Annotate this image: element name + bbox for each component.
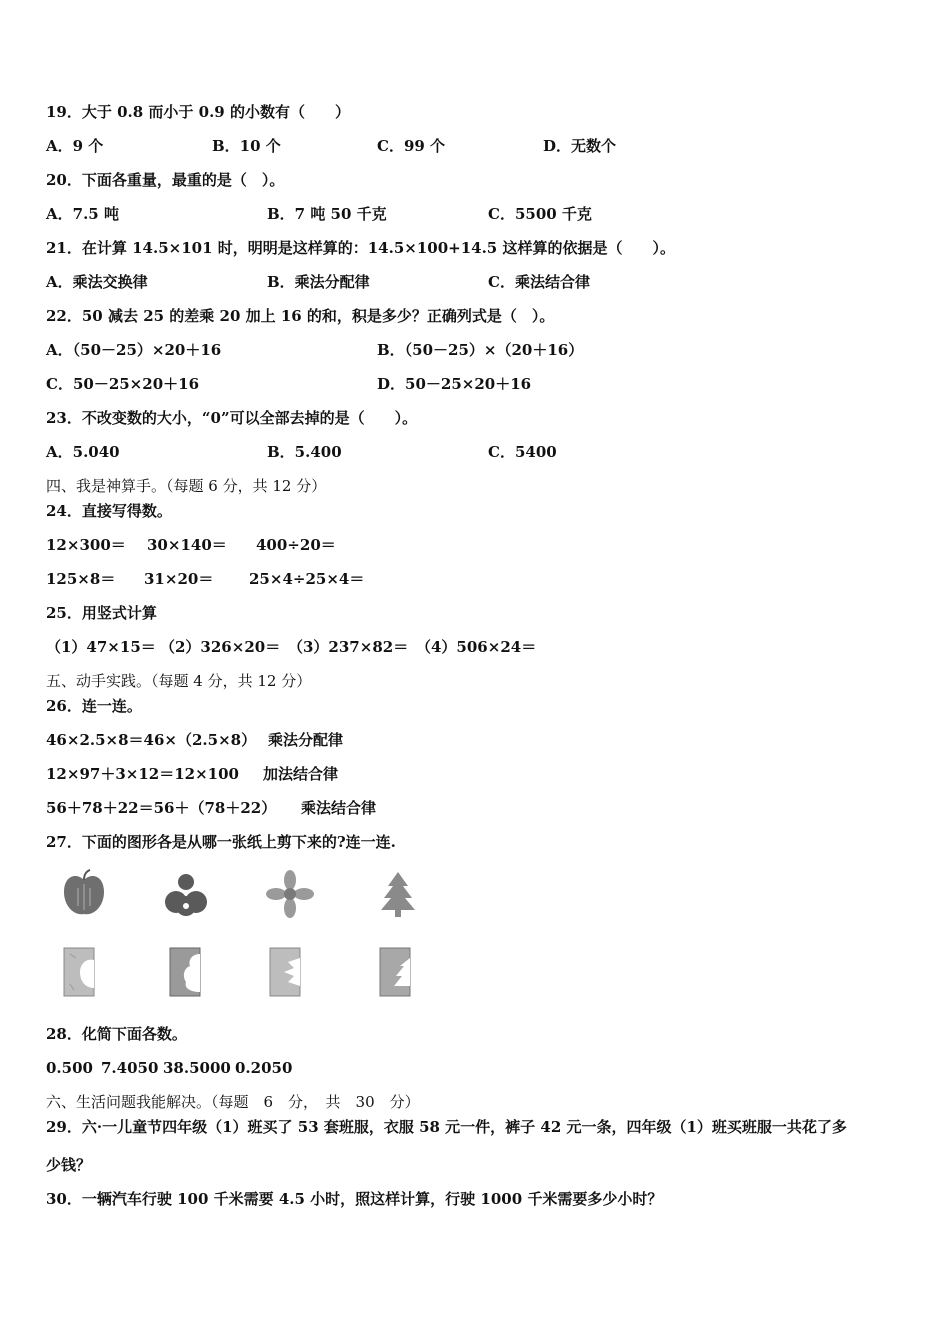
question-20-option-b[interactable]: B．7 吨 50 千克 [267, 205, 387, 223]
question-23-option-b[interactable]: B．5.400 [267, 443, 342, 461]
question-22-stem: 22．50 减去 25 的差乘 20 加上 16 的和，积是多少？正确列式是（ ）。 [46, 307, 555, 325]
question-19-stem: 19．大于 0.8 而小于 0.9 的小数有（ ） [46, 103, 350, 121]
q25-item-3: （3）237×82＝ [288, 638, 409, 656]
q28-number-3: 38.5000 [163, 1059, 231, 1077]
q26-right-1[interactable]: 乘法分配律 [268, 731, 344, 749]
section-6-title: 六、生活问题我能解决。（每题 6 分， 共 30 分） [46, 1093, 420, 1111]
q24-row1-item1: 12×300＝ [46, 536, 126, 554]
question-23-stem: 23．不改变数的大小，“0”可以全部去掉的是（ ）。 [46, 409, 418, 427]
flower-cutout-icon[interactable] [262, 866, 318, 922]
question-20-stem: 20．下面各重量，最重的是（ ）。 [46, 171, 285, 189]
q26-right-3[interactable]: 乘法结合律 [301, 799, 377, 817]
gourd-cutout-icon[interactable] [158, 866, 214, 922]
question-21-option-c[interactable]: C．乘法结合律 [488, 273, 590, 291]
q25-item-4: （4）506×24＝ [416, 638, 537, 656]
q28-number-2: 7.4050 [101, 1059, 159, 1077]
q28-number-4: 0.2050 [235, 1059, 293, 1077]
question-19-option-a[interactable]: A．9 个 [46, 137, 104, 155]
question-19-option-b[interactable]: B．10 个 [212, 137, 281, 155]
q25-item-1: （1）47×15＝ [46, 638, 156, 656]
paper-half-flower-icon[interactable] [262, 944, 318, 1000]
tree-cutout-icon[interactable] [370, 866, 426, 922]
q24-row2-item3: 25×4÷25×4＝ [249, 570, 365, 588]
question-24-stem: 24．直接写得数。 [46, 502, 172, 520]
question-19-option-c[interactable]: C．99 个 [377, 137, 446, 155]
q24-row1-item3: 400÷20＝ [256, 536, 336, 554]
q28-number-1: 0.500 [46, 1059, 93, 1077]
question-27-stem: 27．下面的图形各是从哪一张纸上剪下来的?连一连. [46, 833, 396, 851]
q24-row1-item2: 30×140＝ [147, 536, 227, 554]
question-22-option-a[interactable]: A．（50－25）×20＋16 [46, 341, 222, 359]
q24-row2-item1: 125×8＝ [46, 570, 116, 588]
paper-half-tree-icon[interactable] [370, 944, 426, 1000]
question-21-stem: 21．在计算 14.5×101 时，明明是这样算的：14.5×100+14.5 这样算的依据是（ ）。 [46, 239, 675, 257]
section-4-title: 四、我是神算手。（每题 6 分，共 12 分） [46, 477, 327, 495]
question-25-stem: 25．用竖式计算 [46, 604, 157, 622]
q26-left-1[interactable]: 46×2.5×8＝46×（2.5×8） [46, 731, 257, 749]
question-20-option-c[interactable]: C．5500 千克 [488, 205, 592, 223]
question-28-stem: 28．化简下面各数。 [46, 1025, 187, 1043]
question-30-stem: 30．一辆汽车行驶 100 千米需要 4.5 小时，照这样计算，行驶 1000 千米需要多少小时？ [46, 1190, 663, 1208]
q24-row2-item2: 31×20＝ [144, 570, 214, 588]
question-29-line-2: 少钱？ [46, 1156, 92, 1174]
question-22-option-b[interactable]: B．（50－25）×（20＋16） [377, 341, 584, 359]
q26-left-3[interactable]: 56＋78＋22＝56＋（78＋22） [46, 799, 277, 817]
apple-cutout-icon[interactable] [56, 866, 112, 922]
question-23-option-a[interactable]: A．5.040 [46, 443, 120, 461]
question-22-option-d[interactable]: D．50－25×20＋16 [377, 375, 532, 393]
question-21-option-a[interactable]: A．乘法交换律 [46, 273, 148, 291]
q26-left-2[interactable]: 12×97＋3×12＝12×100 [46, 765, 239, 783]
paper-half-apple-icon[interactable] [58, 944, 114, 1000]
question-22-option-c[interactable]: C．50－25×20＋16 [46, 375, 200, 393]
section-5-title: 五、动手实践。（每题 4 分，共 12 分） [46, 672, 312, 690]
paper-half-gourd-icon[interactable] [160, 944, 216, 1000]
question-20-option-a[interactable]: A．7.5 吨 [46, 205, 119, 223]
question-29-line-1: 29．六·一儿童节四年级（1）班买了 53 套班服，衣服 58 元一件，裤子 42 元一条，四年级（1）班买班服一共花了多 [46, 1118, 847, 1136]
question-23-option-c[interactable]: C．5400 [488, 443, 557, 461]
question-19-option-d[interactable]: D．无数个 [543, 137, 617, 155]
question-26-stem: 26．连一连。 [46, 697, 142, 715]
q25-item-2: （2）326×20＝ [160, 638, 281, 656]
question-21-option-b[interactable]: B．乘法分配律 [267, 273, 370, 291]
q26-right-2[interactable]: 加法结合律 [263, 765, 339, 783]
